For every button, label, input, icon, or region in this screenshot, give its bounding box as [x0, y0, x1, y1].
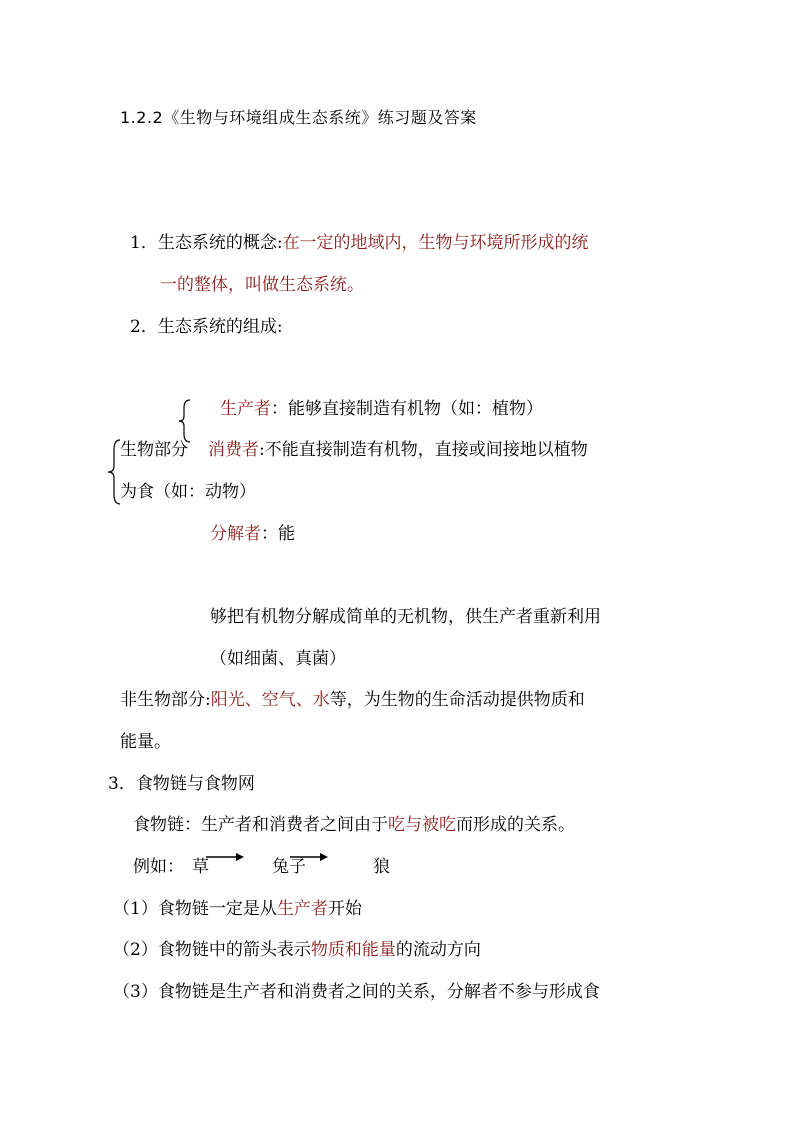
section-1-label: 生态系统的概念:: [157, 233, 283, 253]
example-rabbit: 兔子: [272, 857, 306, 877]
consumer-description: :不能直接制造有机物，直接或间接地以植物: [259, 440, 588, 460]
section-3-label: 食物链与食物网: [135, 774, 255, 794]
abiotic-line: [120, 688, 585, 712]
point-2: [113, 938, 481, 962]
food-chain-definition: [133, 813, 575, 837]
producer-term: 生产者: [220, 399, 271, 419]
example-grass: 草: [192, 857, 209, 877]
decomposer-description: ：能: [261, 524, 295, 544]
decomposer-description-wrap-1: 够把有机物分解成简单的无机物，供生产者重新利用: [210, 607, 601, 627]
consumer-line: [120, 438, 588, 462]
decomposer-line: [210, 522, 295, 546]
point-1-prefix: （1）食物链一定是从: [113, 899, 277, 919]
abiotic-part-label: 非生物部分:: [120, 690, 211, 710]
section-2-line: [130, 315, 283, 339]
section-2-label: 生态系统的组成:: [157, 317, 283, 337]
abiotic-air: 空气: [261, 690, 296, 710]
ecosystem-definition: 在一定的地域内，生物与环境所形成的统: [282, 233, 589, 253]
point-3: （3）食物链是生产者和消费者之间的关系，分解者不参与形成食: [113, 982, 600, 1002]
example-label: 例如：: [133, 857, 184, 877]
point-2-term: 物质和能量: [310, 940, 396, 960]
abiotic-water: 水: [312, 690, 330, 710]
consumer-description-wrap: 为食（如：动物）: [120, 482, 256, 502]
decomposer-description-wrap-2: （如细菌、真菌）: [210, 649, 346, 669]
point-1-term: 生产者: [276, 899, 328, 919]
point-2-suffix: 的流动方向: [395, 940, 481, 960]
producer-description: ：能够直接制造有机物（如：植物）: [271, 399, 543, 419]
abiotic-separator-2: 、: [295, 690, 313, 710]
abiotic-description-wrap: 能量。: [120, 732, 171, 752]
decomposer-term: 分解者: [210, 524, 261, 544]
arrow-right-icon: [205, 851, 245, 863]
point-1: [113, 897, 362, 921]
page-title: 1.2.2《生物与环境组成生态系统》练习题及答案: [120, 108, 477, 127]
section-1-number: 1．: [130, 233, 158, 253]
point-2-prefix: （2）食物链中的箭头表示: [113, 940, 311, 960]
abiotic-sunlight: 阳光: [210, 690, 245, 710]
abiotic-description: 等，为生物的生命活动提供物质和: [329, 690, 585, 710]
ecosystem-definition-wrap: 一的整体，叫做生态系统。: [160, 275, 364, 295]
abiotic-separator-1: 、: [244, 690, 262, 710]
consumer-term: 消费者: [208, 440, 259, 460]
point-1-suffix: 开始: [327, 899, 362, 919]
food-chain-term: 吃与被吃: [388, 815, 456, 835]
example-wolf: 狼: [373, 857, 390, 877]
section-2-number: 2．: [130, 317, 158, 337]
section-3-number: 3．: [108, 774, 136, 794]
section-1-line: [130, 231, 589, 255]
food-chain-rest: 而形成的关系。: [456, 815, 575, 835]
food-chain-label: 食物链：生产者和消费者之间由于: [133, 815, 388, 835]
arrow-right-icon: [289, 851, 329, 863]
section-3-line: [108, 772, 255, 796]
biotic-part-label: 生物部分: [120, 440, 188, 460]
producer-line: [220, 397, 543, 421]
